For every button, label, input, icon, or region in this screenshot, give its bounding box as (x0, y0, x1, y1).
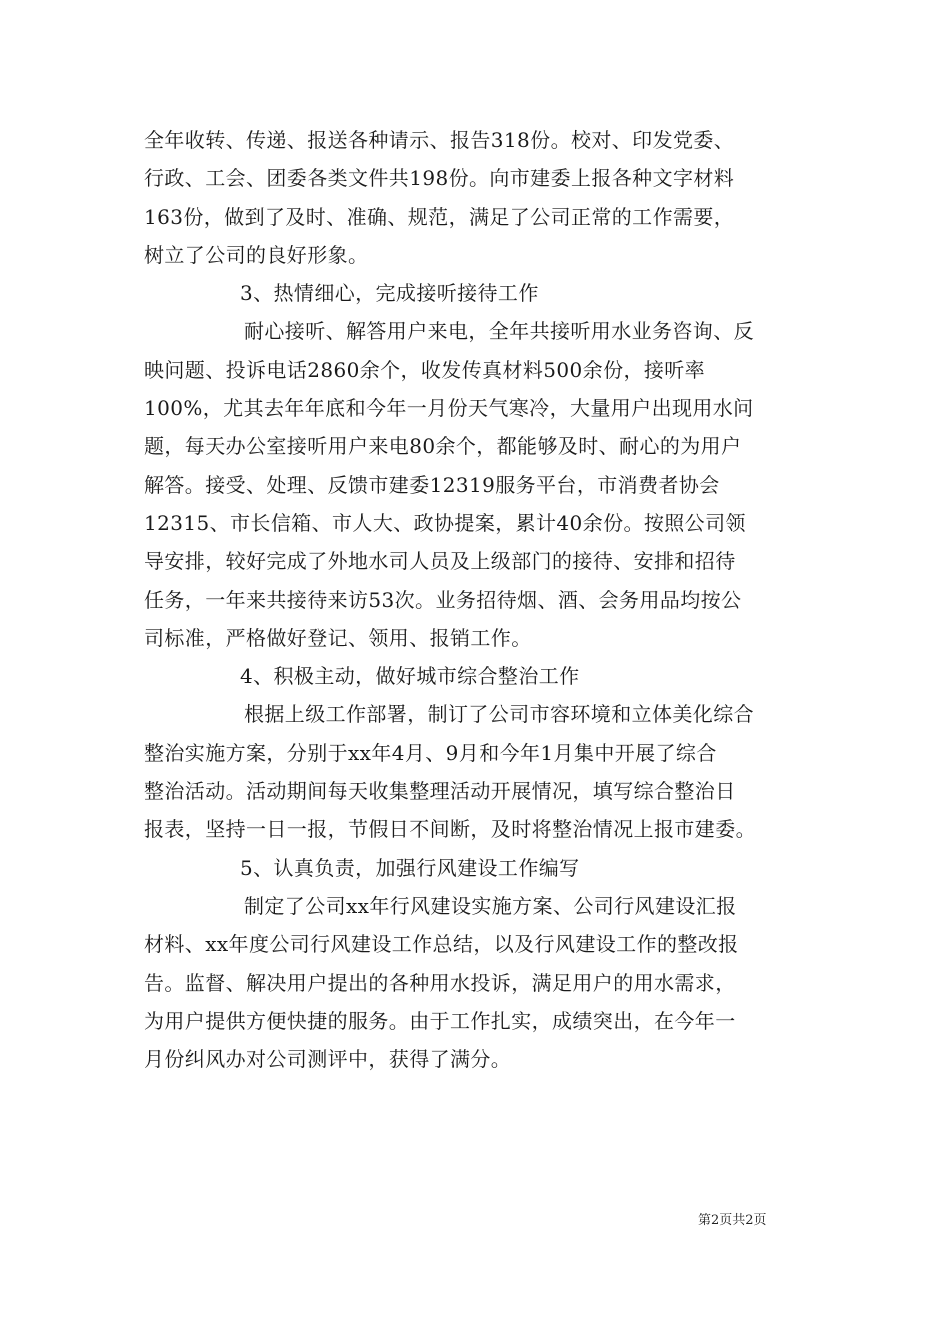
page-number: 第2页共2页 (698, 1213, 767, 1228)
body-line: 整治活动。活动期间每天收集整理活动开展情况，填写综合整治日 (144, 779, 736, 804)
section-heading-4: 4、积极主动，做好城市综合整治工作 (240, 664, 580, 689)
body-line: 报表，坚持一日一报，节假日不间断，及时将整治情况上报市建委。 (144, 817, 756, 842)
body-line: 告。监督、解决用户提出的各种用水投诉，满足用户的用水需求， (144, 970, 736, 995)
body-line: 为用户提供方便快捷的服务。由于工作扎实，成绩突出，在今年一 (144, 1008, 736, 1033)
body-line: 行政、工会、团委各类文件共198份。向市建委上报各种文字材料 (144, 166, 735, 191)
document-body (144, 124, 808, 1081)
body-line: 100%，尤其去年年底和今年一月份天气寒冷，大量用户出现用水问 (144, 396, 754, 421)
body-line: 树立了公司的良好形象。 (144, 242, 369, 267)
body-line: 12315、市长信箱、市人大、政协提案，累计40余份。按照公司领 (144, 510, 746, 535)
body-line: 司标准，严格做好登记、领用、报销工作。 (144, 625, 532, 650)
paragraph-first-line: 耐心接听、解答用户来电，全年共接听用水业务咨询、反 (244, 319, 754, 344)
section-heading-3: 3、热情细心，完成接听接待工作 (240, 281, 539, 306)
paragraph-first-line: 根据上级工作部署，制订了公司市容环境和立体美化综合 (244, 702, 754, 727)
body-line: 解答。接受、处理、反馈市建委12319服务平台，市消费者协会 (144, 472, 720, 497)
paragraph-first-line: 制定了公司xx年行风建设实施方案、公司行风建设汇报 (244, 893, 737, 918)
section-heading-5: 5、认真负责，加强行风建设工作编写 (240, 855, 580, 880)
body-line: 题，每天办公室接听用户来电80余个，都能够及时、耐心的为用户 (144, 434, 742, 459)
body-line: 全年收转、传递、报送各种请示、报告318份。校对、印发党委、 (144, 128, 735, 152)
body-line: 月份纠风办对公司测评中，获得了满分。 (144, 1047, 512, 1072)
body-line: 材料、xx年度公司行风建设工作总结，以及行风建设工作的整改报 (144, 932, 739, 957)
body-line: 映问题、投诉电话2860余个，收发传真材料500余份，接听率 (144, 357, 706, 382)
body-line: 整治实施方案，分别于xx年4月、9月和今年1月集中开展了综合 (144, 740, 717, 765)
body-line: 导安排，较好完成了外地水司人员及上级部门的接待、安排和招待 (144, 549, 736, 574)
body-line: 163份，做到了及时、准确、规范，满足了公司正常的工作需要， (144, 204, 735, 229)
body-line: 任务，一年来共接待来访53次。业务招待烟、酒、会务用品均按公 (144, 587, 742, 612)
